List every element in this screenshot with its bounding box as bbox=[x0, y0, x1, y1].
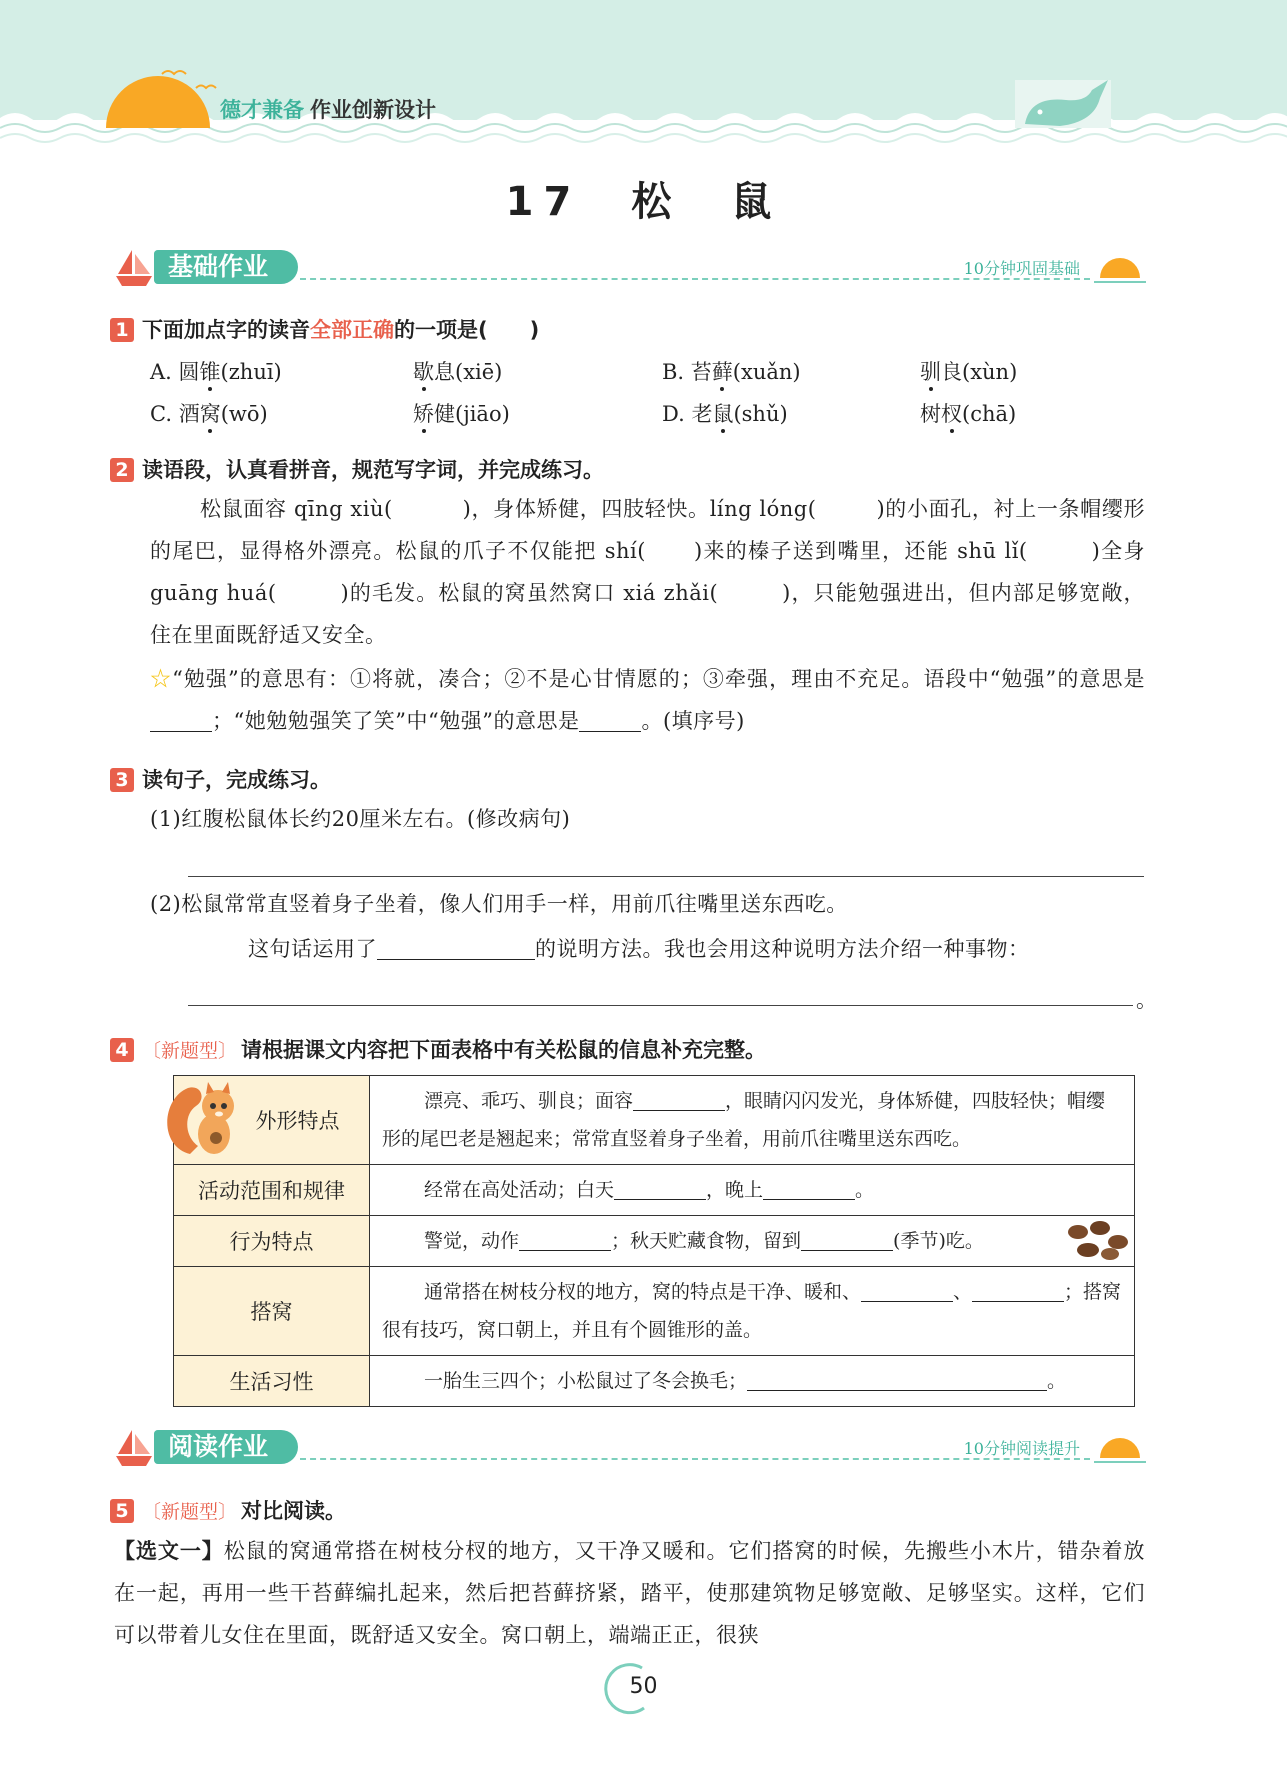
answer-blank[interactable] bbox=[816, 496, 876, 520]
table-row bbox=[174, 1267, 1135, 1356]
answer-blank[interactable] bbox=[579, 708, 641, 732]
sentence-end-mark: 。 bbox=[1136, 988, 1157, 1012]
pinyin: (zhuī) bbox=[220, 360, 282, 384]
answer-blank[interactable] bbox=[1028, 538, 1092, 562]
question-1 bbox=[110, 314, 539, 344]
question-text: 读句子，完成练习。 bbox=[142, 768, 331, 792]
subquestion-text: 。(填序号) bbox=[641, 709, 745, 733]
question-text: 读语段，认真看拼音，规范写字词，并完成练习。 bbox=[142, 458, 604, 482]
question-emphasis: 全部正确 bbox=[310, 318, 394, 342]
answer-blank[interactable] bbox=[393, 496, 463, 520]
passage-text: )，只能勉强进出，但内部足够宽敞，住在里面既舒适又安全。 bbox=[150, 581, 1145, 647]
question-text: 下面加点字的读音 bbox=[142, 318, 310, 342]
answer-blank[interactable] bbox=[519, 1227, 611, 1251]
answer-blank[interactable] bbox=[633, 1087, 725, 1111]
row-label-cell bbox=[174, 1076, 370, 1165]
sailboat-icon bbox=[110, 246, 158, 290]
method-text: 的说明方法。我也会用这种说明方法介绍一种事物： bbox=[535, 937, 1030, 961]
cell-text: ；秋天贮藏食物，留到 bbox=[611, 1230, 802, 1252]
table-row bbox=[174, 1356, 1135, 1407]
option-char: 健 bbox=[434, 402, 455, 426]
answer-blank[interactable] bbox=[861, 1278, 953, 1302]
option-c[interactable] bbox=[150, 398, 268, 428]
option-letter: A. bbox=[150, 360, 172, 384]
passage-text: 松鼠面容 qīng xiù( bbox=[200, 497, 393, 521]
dotted-char: 锥 bbox=[199, 360, 221, 384]
pinecone-icon bbox=[1064, 1218, 1134, 1262]
passage-heading: 【选文一】 bbox=[114, 1539, 224, 1563]
cell-text: (季节)吃。 bbox=[893, 1230, 984, 1252]
squirrel-icon bbox=[162, 1076, 248, 1162]
passage-text: )全身 guāng huá( bbox=[150, 539, 1146, 605]
option-char: 酒 bbox=[178, 402, 200, 426]
option-c-word2 bbox=[413, 398, 510, 428]
pinyin: (xiē) bbox=[455, 360, 503, 384]
cell-text: 。 bbox=[1047, 1370, 1067, 1392]
table-row bbox=[174, 1216, 1135, 1267]
question-number: 2 bbox=[110, 458, 134, 482]
row-value-cell bbox=[370, 1267, 1135, 1356]
section-basic bbox=[110, 244, 1150, 292]
question-2 bbox=[110, 454, 604, 484]
section-tag: 10分钟阅读提升 bbox=[963, 1439, 1080, 1458]
dotted-char: 藓 bbox=[711, 360, 733, 384]
cell-text: 一胎生三四个；小松鼠过了冬会换毛； bbox=[424, 1370, 748, 1392]
answer-blank[interactable] bbox=[377, 936, 535, 960]
passage-text: 松鼠的窝通常搭在树枝分杈的地方，又干净又暖和。它们搭窝的时候，先搬些小木片，错杂着放在一起，再用一些干苔藓编扎起来，然后把苔藓挤紧，踏平，使那建筑物足够宽敞、足够坚实。这样，它们可以带着儿女住在里面，既舒适又安全。窝口朝上，端端正正，很狭 bbox=[114, 1539, 1146, 1647]
option-a[interactable] bbox=[150, 356, 282, 386]
dotted-char: 驯 bbox=[920, 360, 941, 384]
row-value-cell bbox=[370, 1216, 1135, 1267]
new-type-tag: 〔新题型〕 bbox=[142, 1040, 238, 1062]
section-label: 阅读作业 bbox=[154, 1430, 298, 1464]
sun-icon bbox=[1090, 248, 1150, 288]
question-4 bbox=[110, 1034, 766, 1064]
answer-line[interactable] bbox=[188, 876, 1144, 877]
brand-green: 德才兼备 bbox=[220, 98, 304, 122]
q3-method bbox=[248, 928, 1148, 970]
brand-title bbox=[220, 94, 436, 124]
option-b[interactable] bbox=[662, 356, 801, 386]
section-tag: 10分钟巩固基础 bbox=[963, 259, 1080, 278]
option-d[interactable] bbox=[662, 398, 788, 428]
sailboat-icon bbox=[110, 1426, 158, 1470]
star-icon: ☆ bbox=[150, 667, 173, 691]
row-label-cell: 活动范围和规律 bbox=[174, 1165, 370, 1216]
question-3 bbox=[110, 764, 331, 794]
question-text: 对比阅读。 bbox=[241, 1499, 347, 1523]
pinyin: (xùn) bbox=[962, 360, 1018, 384]
table-row bbox=[174, 1076, 1135, 1165]
page-number: 50 bbox=[629, 1674, 658, 1699]
pinyin: (shǔ) bbox=[733, 402, 788, 426]
answer-blank[interactable] bbox=[747, 1367, 1047, 1391]
answer-blank[interactable] bbox=[972, 1278, 1064, 1302]
row-value-cell bbox=[370, 1076, 1135, 1165]
passage-q2 bbox=[150, 488, 1145, 656]
row-label-cell: 生活习性 bbox=[174, 1356, 370, 1407]
section-label: 基础作业 bbox=[154, 250, 298, 284]
method-text: 这句话运用了 bbox=[248, 937, 377, 961]
answer-blank[interactable] bbox=[277, 580, 341, 604]
row-value-cell bbox=[370, 1356, 1135, 1407]
brand-dark: 作业创新设计 bbox=[310, 98, 436, 122]
option-char: 树 bbox=[920, 402, 941, 426]
cell-text: 通常搭在树枝分杈的地方，窝的特点是干净、暖和、 bbox=[424, 1281, 862, 1303]
answer-blank[interactable] bbox=[718, 580, 782, 604]
cell-text: 漂亮、乖巧、驯良；面容 bbox=[424, 1090, 634, 1112]
row-label-cell: 行为特点 bbox=[174, 1216, 370, 1267]
pinyin: (xuǎn) bbox=[732, 360, 801, 384]
option-a-word2 bbox=[413, 356, 502, 386]
answer-blank[interactable] bbox=[614, 1176, 706, 1200]
reading-passage-1 bbox=[114, 1530, 1145, 1656]
option-char: 老 bbox=[691, 402, 713, 426]
q3-sentence-2: (2)松鼠常常直竖着身子坐着，像人们用手一样，用前爪往嘴里送东西吃。 bbox=[150, 892, 848, 916]
new-type-tag: 〔新题型〕 bbox=[142, 1501, 238, 1523]
option-letter: B. bbox=[662, 360, 685, 384]
answer-line[interactable] bbox=[188, 1005, 1133, 1006]
passage-text: )，身体矫健，四肢轻快。líng lóng( bbox=[462, 497, 817, 521]
passage-text: )的小面孔，衬上一条帽缨形的尾巴，显得格外漂亮。松鼠的爪子不仅能把 shí( bbox=[150, 497, 1145, 563]
answer-blank[interactable] bbox=[763, 1176, 855, 1200]
answer-blank[interactable] bbox=[150, 708, 212, 732]
section-reading bbox=[110, 1424, 1150, 1472]
question-5 bbox=[110, 1495, 346, 1525]
answer-blank[interactable] bbox=[801, 1227, 893, 1251]
passage-text: )来的榛子送到嘴里，还能 shū lǐ( bbox=[693, 539, 1028, 563]
dotted-char: 鼠 bbox=[712, 402, 734, 426]
dotted-char: 歇 bbox=[413, 360, 434, 384]
option-char: 息 bbox=[434, 360, 455, 384]
row-label: 外形特点 bbox=[255, 1109, 340, 1133]
page-header bbox=[0, 0, 1287, 160]
row-label-cell: 搭窝 bbox=[174, 1267, 370, 1356]
header-wave-banner bbox=[0, 0, 1287, 160]
table-row bbox=[174, 1165, 1135, 1216]
dotted-char: 矫 bbox=[413, 402, 434, 426]
option-letter: C. bbox=[150, 402, 172, 426]
q3-sentence-1: (1)红腹松鼠体长约20厘米左右。(修改病句) bbox=[150, 807, 571, 831]
pinyin: (jiāo) bbox=[455, 402, 510, 426]
option-char: 圆 bbox=[178, 360, 200, 384]
sun-icon bbox=[1090, 1428, 1150, 1468]
dotted-char: 窝 bbox=[199, 402, 221, 426]
pinyin: (chā) bbox=[962, 402, 1017, 426]
question-text-end: 的一项是( ) bbox=[394, 318, 540, 342]
question-number: 5 bbox=[110, 1499, 134, 1523]
lesson-title: 17 松 鼠 bbox=[505, 179, 782, 225]
cell-text: 。 bbox=[855, 1179, 875, 1201]
cell-text: ，晚上 bbox=[706, 1179, 764, 1201]
cell-text: ；搭窝很有技巧，窝口朝上，并且有个圆锥形的盖。 bbox=[382, 1281, 1122, 1341]
row-value-cell bbox=[370, 1165, 1135, 1216]
option-letter: D. bbox=[662, 402, 685, 426]
question-number: 4 bbox=[110, 1038, 134, 1062]
squirrel-info-table bbox=[173, 1075, 1135, 1407]
option-char: 苔 bbox=[690, 360, 712, 384]
cell-text: 警觉，动作 bbox=[424, 1230, 520, 1252]
option-b-word2 bbox=[920, 356, 1017, 386]
q2-subquestion bbox=[150, 658, 1145, 742]
cell-text: 、 bbox=[953, 1281, 973, 1303]
cell-text: 经常在高处活动；白天 bbox=[424, 1179, 615, 1201]
passage-text: )的毛发。松鼠的窝虽然窝口 xiá zhǎi( bbox=[340, 581, 719, 605]
option-char: 良 bbox=[941, 360, 962, 384]
pinyin: (wō) bbox=[220, 402, 268, 426]
question-text: 请根据课文内容把下面表格中有关松鼠的信息补充完整。 bbox=[241, 1038, 767, 1062]
subquestion-text: “勉强”的意思有：①将就，凑合；②不是心甘情愿的；③牵强，理由不充足。语段中“勉强”的意思是 bbox=[172, 667, 1145, 691]
subquestion-text: ；“她勉勉强笑了笑”中“勉强”的意思是 bbox=[212, 709, 580, 733]
option-d-word2 bbox=[920, 398, 1016, 428]
dotted-char: 杈 bbox=[941, 402, 962, 426]
question-number: 3 bbox=[110, 768, 134, 792]
answer-blank[interactable] bbox=[646, 538, 694, 562]
question-number: 1 bbox=[110, 318, 134, 342]
cell-text: ，眼睛闪闪发光，身体矫健，四肢轻快；帽缨形的尾巴老是翘起来；常常直竖着身子坐着，用前爪往嘴里送东西吃。 bbox=[382, 1090, 1106, 1150]
